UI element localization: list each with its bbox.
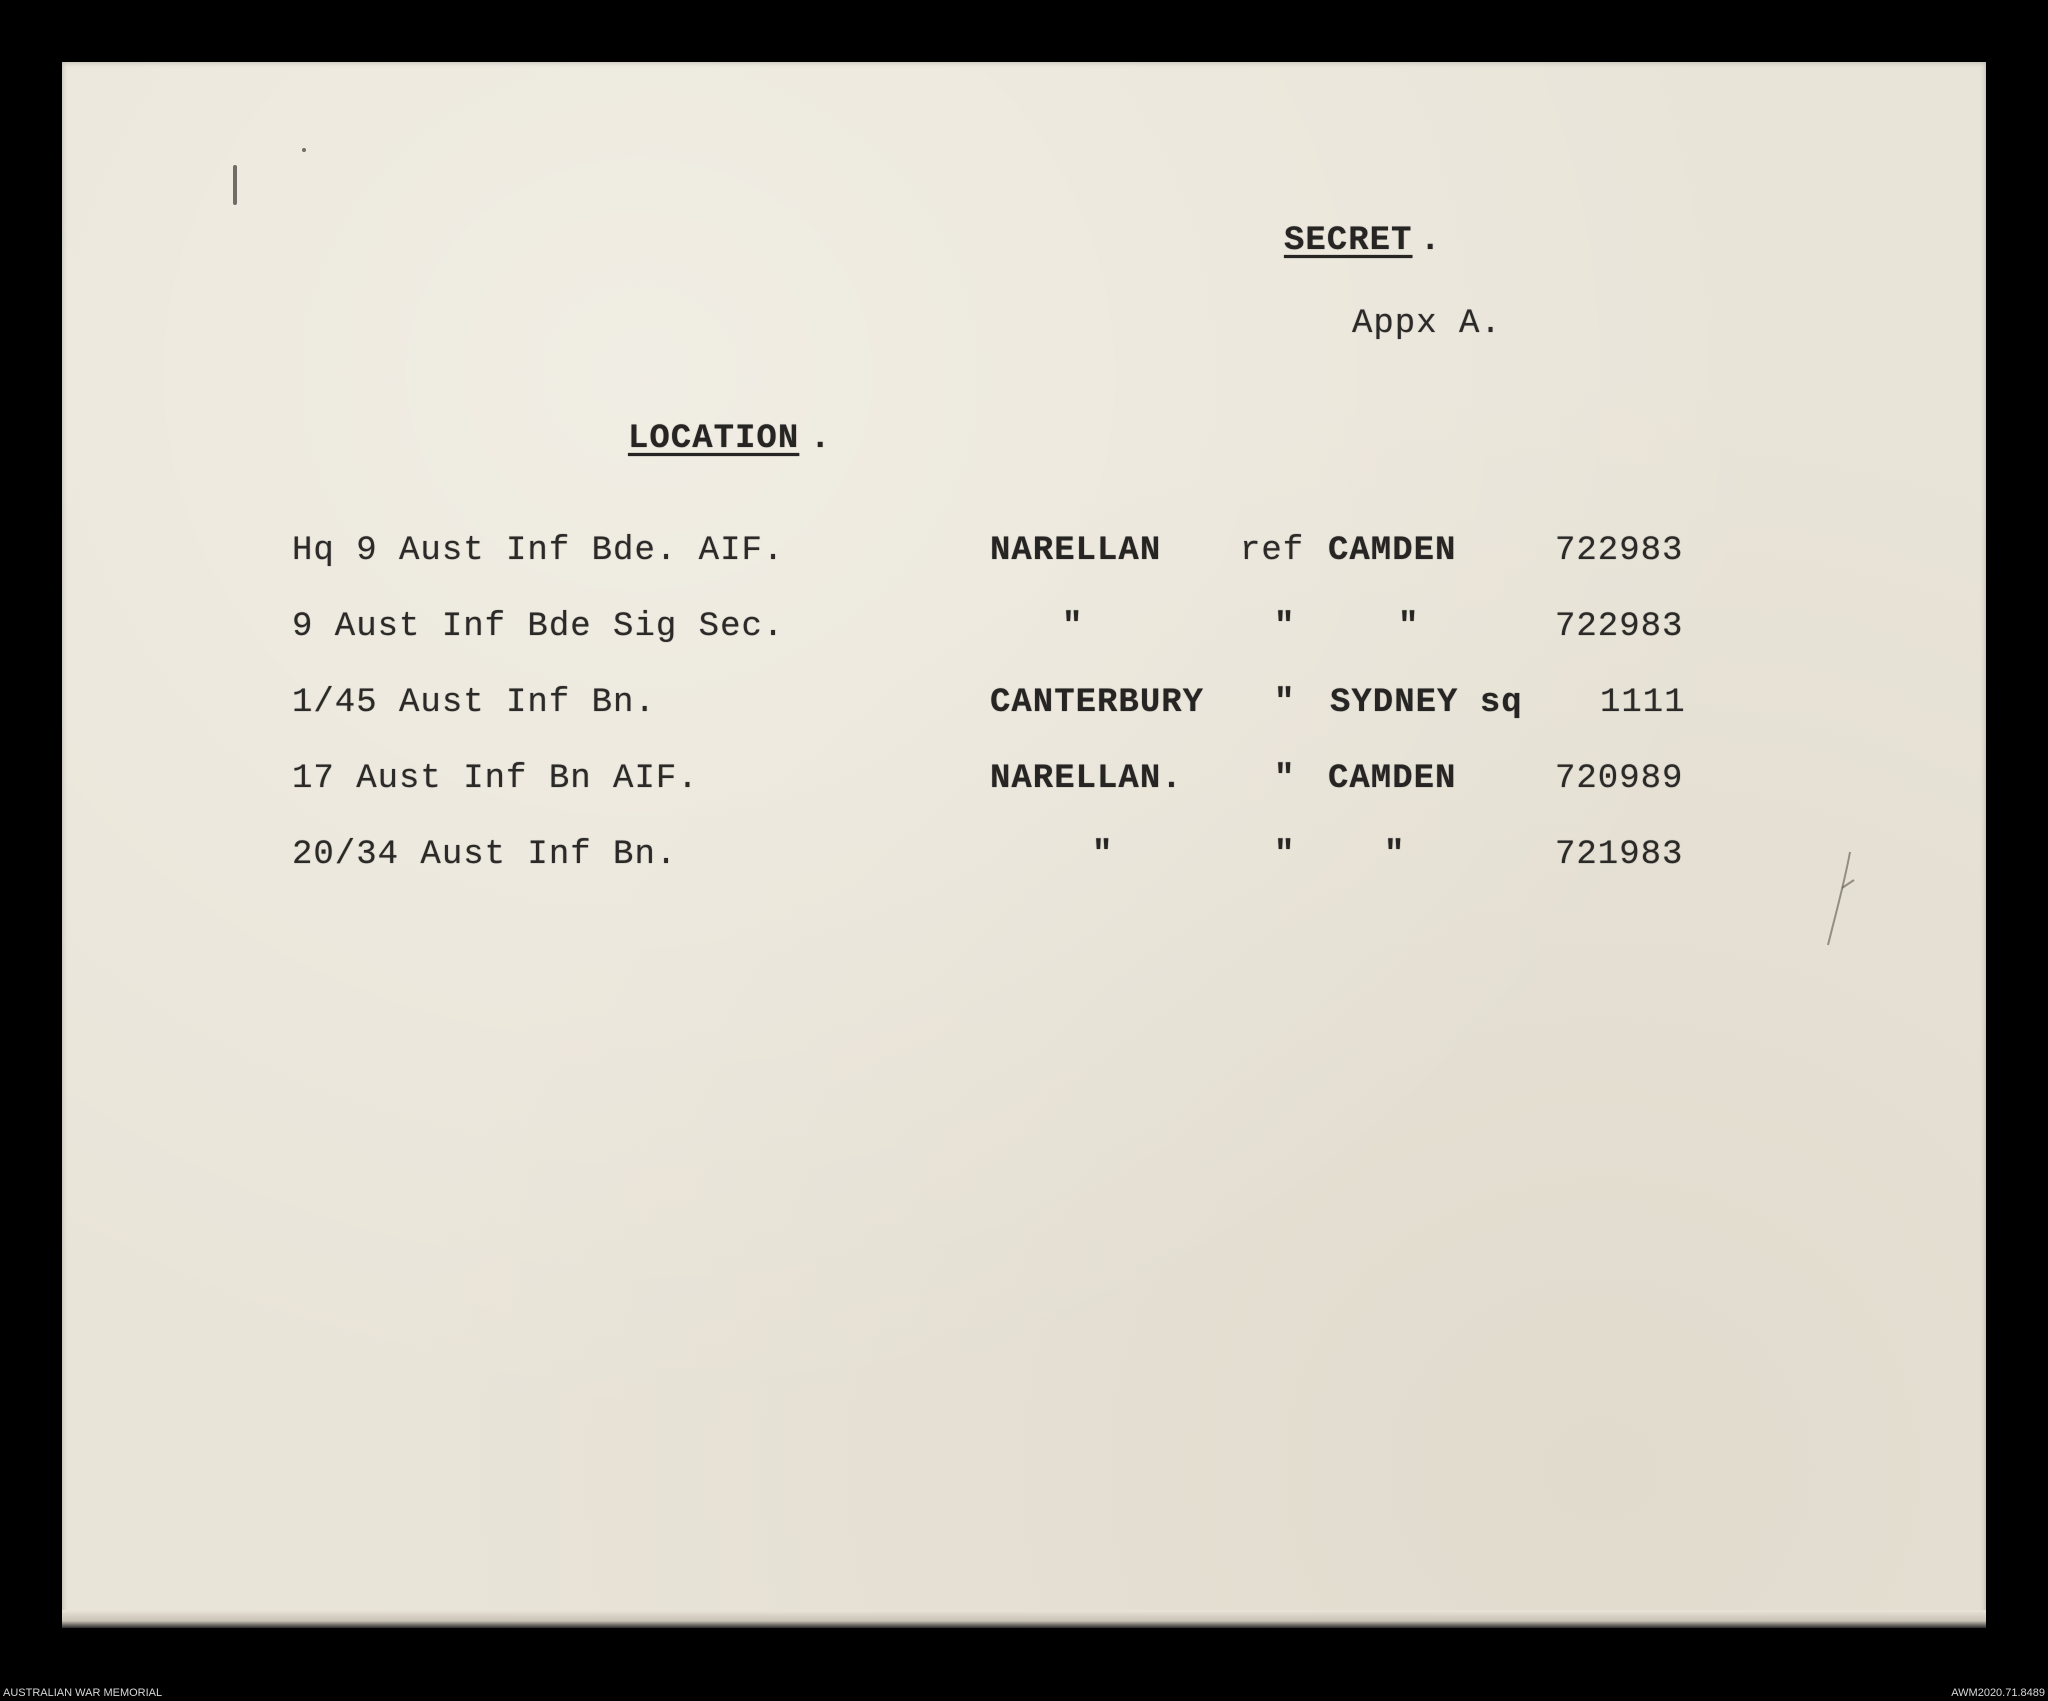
ref-ditto: " xyxy=(1274,836,1296,874)
place-name: CANTERBURY xyxy=(990,684,1205,722)
grid-reference: 722983 xyxy=(1555,532,1684,570)
grid-reference: 720989 xyxy=(1555,760,1684,798)
unit-name: 1/45 Aust Inf Bn. xyxy=(292,684,656,722)
place-ditto: " xyxy=(1062,608,1084,646)
ref-ditto: " xyxy=(1274,684,1296,722)
appendix-label: Appx A. xyxy=(1352,305,1502,343)
unit-name: 17 Aust Inf Bn AIF. xyxy=(292,760,699,798)
ref-label: ref xyxy=(1240,532,1305,570)
grid-reference: 722983 xyxy=(1555,608,1684,646)
area-name: CAMDEN xyxy=(1328,532,1457,570)
unit-name: Hq 9 Aust Inf Bde. AIF. xyxy=(292,532,785,570)
ref-ditto: " xyxy=(1274,608,1296,646)
classification-period: . xyxy=(1420,222,1442,260)
footer-accession-number: AWM2020.71.8489 xyxy=(1951,1687,2045,1699)
place-name: NARELLAN. xyxy=(990,760,1183,798)
location-heading-period: . xyxy=(810,420,832,458)
unit-name: 9 Aust Inf Bde Sig Sec. xyxy=(292,608,785,646)
area-name: SYDNEY sq xyxy=(1330,684,1523,722)
area-name: CAMDEN xyxy=(1328,760,1457,798)
area-ditto: " xyxy=(1384,836,1406,874)
staple-mark-dot xyxy=(302,148,306,152)
area-ditto: " xyxy=(1398,608,1420,646)
grid-reference: 721983 xyxy=(1555,836,1684,874)
place-name: NARELLAN xyxy=(990,532,1162,570)
ref-ditto: " xyxy=(1274,760,1296,798)
staple-mark xyxy=(233,165,237,205)
location-heading: LOCATION xyxy=(628,420,800,458)
classification-label: SECRET xyxy=(1284,222,1413,260)
pencil-mark-icon xyxy=(1820,850,1860,950)
footer-archive-name: AUSTRALIAN WAR MEMORIAL xyxy=(3,1687,163,1699)
page-edge xyxy=(62,1610,1986,1628)
grid-reference: 1111 xyxy=(1600,684,1686,722)
unit-name: 20/34 Aust Inf Bn. xyxy=(292,836,678,874)
place-ditto: " xyxy=(1092,836,1114,874)
